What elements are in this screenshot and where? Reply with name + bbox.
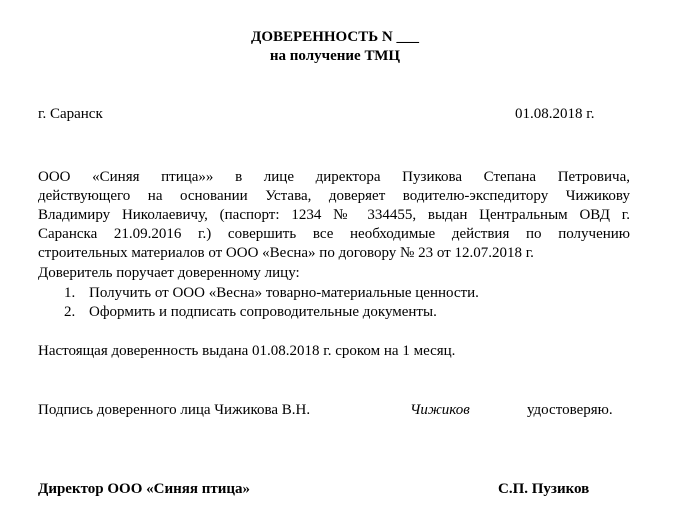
list-item <box>64 303 437 322</box>
certify-text: удостоверяю. <box>527 402 613 418</box>
instructions-intro: Доверитель поручает доверенному лицу: <box>38 265 300 281</box>
list-item-number: 2. <box>64 304 76 320</box>
list-item <box>64 284 479 303</box>
list-item-number: 1. <box>64 285 76 301</box>
body-line: Владимиру Николаевичу, (паспорт: 1234 № 334455, выдан Центральным ОВД г. <box>38 207 630 223</box>
document-title: ДОВЕРЕННОСТЬ N ___ <box>251 29 419 45</box>
validity-statement: Настоящая доверенность выдана 01.08.2018 г. сроком на 1 месяц. <box>38 343 456 359</box>
city: г. Саранск <box>38 106 103 122</box>
body-line: действующего на основании Устава, доверяет водителю-экспедитору Чижикову <box>38 188 630 204</box>
signature-label: Подпись доверенного лица Чижикова В.Н. <box>38 402 311 418</box>
body-line: ООО «Синяя птица»» в лице директора Пузикова Степана Петровича, <box>38 169 630 185</box>
director-name: С.П. Пузиков <box>498 481 590 497</box>
body-paragraph <box>38 168 630 263</box>
body-line: строительных материалов от ООО «Весна» по договору № 23 от 12.07.2018 г. <box>38 245 534 261</box>
handwritten-signature: Чижиков <box>410 402 470 418</box>
director-label: Директор ООО «Синяя птица» <box>38 481 251 497</box>
body-line: Саранска 21.09.2016 г.) совершить все необходимые действия по получению <box>38 226 630 242</box>
document-date: 01.08.2018 г. <box>515 106 595 122</box>
document-subtitle: на получение ТМЦ <box>269 48 401 64</box>
list-item-text: Получить от ООО «Весна» товарно-материальные ценности. <box>89 285 479 301</box>
list-item-text: Оформить и подписать сопроводительные документы. <box>89 304 437 320</box>
